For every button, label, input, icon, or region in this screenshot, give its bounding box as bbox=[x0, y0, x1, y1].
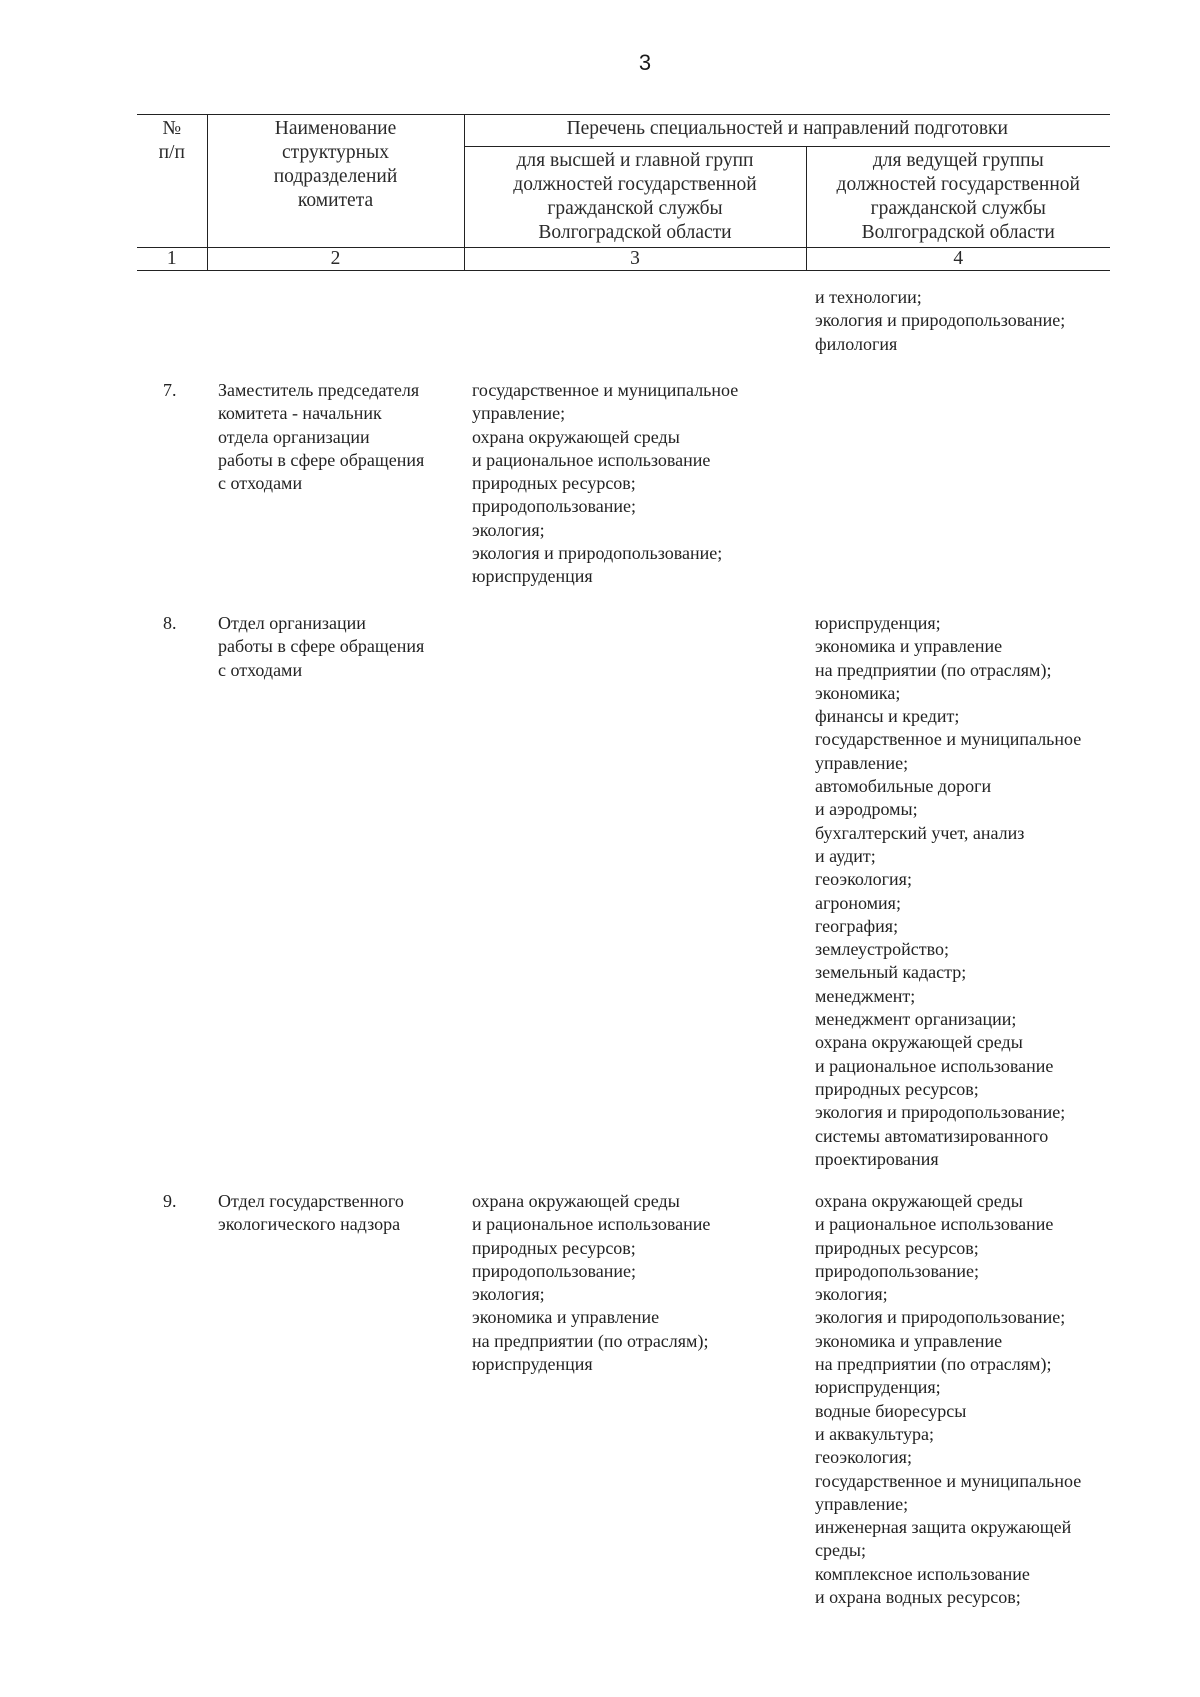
continuation-leading: и технологии; экология и природопользование; филология bbox=[815, 287, 1066, 354]
table-header bbox=[137, 114, 1110, 271]
header-index-4: 4 bbox=[806, 248, 1110, 271]
header-index-2: 2 bbox=[207, 248, 464, 271]
header-col-higher-group: для высшей и главной групп должностей государственной гражданской службы Волгоградской области bbox=[464, 147, 806, 248]
page-number: 3 bbox=[638, 50, 652, 75]
row-8-number: 8. bbox=[163, 613, 177, 633]
row-8-leading: юриспруденция; экономика и управление на предприятии (по отраслям); экономика; финансы и кредит; государственное и муниципальное управление; автомобильные дороги и аэродромы; бухгалтерский учет, анализ и аудит; геоэкология; агрономия; география; землеустройство; земельный кадастр; менеджмент; менеджмент организации; охрана окружающей среды и рациональное использование природных ресурсов; экология и природопользование; системы автоматизированного проектирования bbox=[815, 613, 1082, 1169]
row-7-number: 7. bbox=[163, 380, 177, 400]
row-8-name: Отдел организации работы в сфере обращения с отходами bbox=[218, 613, 425, 680]
row-7-higher: государственное и муниципальное управление; охрана окружающей среды и рациональное использование природных ресурсов; природопользование; экология; экология и природопользование; юриспруденция bbox=[472, 380, 739, 587]
row-9-leading: охрана окружающей среды и рациональное использование природных ресурсов; природопользование; экология; экология и природопользование; экономика и управление на предприятии (по отраслям); юриспруденция; водные биоресурсы и аквакультура; геоэкология; государственное и муниципальное управление; инженерная защита окружающей среды; комплексное использование и охрана водных ресурсов; bbox=[815, 1191, 1082, 1608]
header-index-3: 3 bbox=[464, 248, 806, 271]
header-col-name: Наименование структурных подразделений комитета bbox=[207, 115, 464, 248]
header-col-leading-group: для ведущей группы должностей государственной гражданской службы Волгоградской области bbox=[806, 147, 1110, 248]
header-col-specialties: Перечень специальностей и направлений подготовки bbox=[464, 115, 1110, 147]
row-9-name: Отдел государственного экологического надзора bbox=[218, 1191, 404, 1235]
row-9-higher: охрана окружающей среды и рациональное использование природных ресурсов; природопользование; экология; экономика и управление на предприятии (по отраслям); юриспруденция bbox=[472, 1191, 711, 1375]
header-col-number: № п/п bbox=[137, 115, 207, 248]
row-7-name: Заместитель председателя комитета - начальник отдела организации работы в сфере обращения с отходами bbox=[218, 380, 425, 494]
row-9-number: 9. bbox=[163, 1191, 177, 1211]
header-index-1: 1 bbox=[137, 248, 207, 271]
